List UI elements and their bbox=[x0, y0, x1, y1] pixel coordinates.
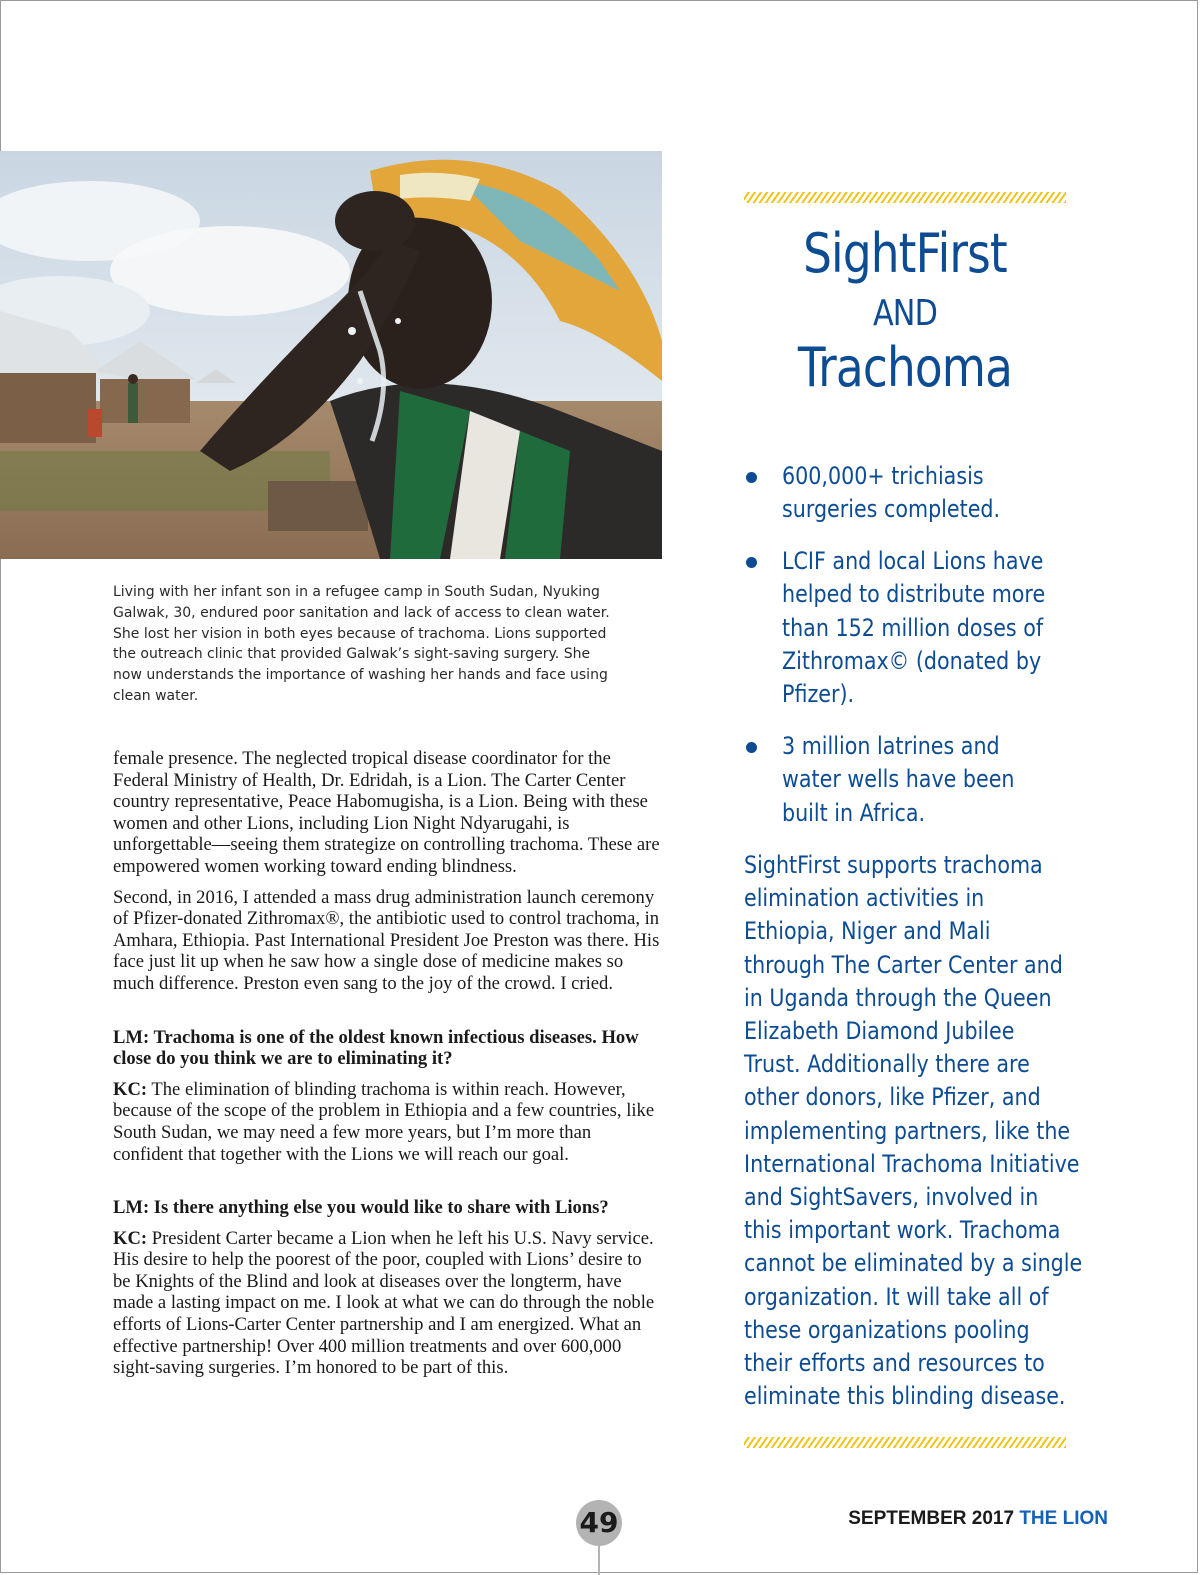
paragraph-line: this important work. Trachoma bbox=[744, 1216, 1061, 1245]
paragraph-line: eliminate this blinding disease. bbox=[744, 1382, 1066, 1411]
paragraph-line: their efforts and resources to bbox=[744, 1349, 1045, 1378]
paragraph-line: through The Carter Center and bbox=[744, 950, 1063, 979]
interview-question: LM: Is there anything else you would like to share with Lions? bbox=[113, 1197, 609, 1219]
speaker-label: KC: bbox=[113, 1078, 148, 1100]
article-body bbox=[113, 748, 663, 1388]
sidebar-title-and: AND bbox=[872, 293, 938, 334]
photo-woman-washing-face bbox=[0, 151, 662, 559]
footer-date: SEPTEMBER 2017 bbox=[848, 1508, 1015, 1529]
yellow-hatch-divider bbox=[744, 192, 1066, 203]
interview-answer bbox=[113, 1228, 663, 1379]
speaker-label: KC: bbox=[113, 1227, 148, 1249]
paragraph-line: Elizabeth Diamond Jubilee bbox=[744, 1017, 1015, 1046]
bullet-icon bbox=[746, 557, 757, 568]
sidebar-title-trachoma: Trachoma bbox=[797, 336, 1013, 399]
paragraph-line: implementing partners, like the bbox=[744, 1116, 1071, 1145]
caption-line: She lost her vision in both eyes because of trachoma. Lions supported bbox=[113, 625, 607, 642]
photo-caption bbox=[113, 582, 633, 707]
caption-line: now understands the importance of washing her hands and face using bbox=[113, 667, 608, 684]
page-number: 49 bbox=[576, 1500, 622, 1546]
bullet-item bbox=[744, 545, 1074, 712]
paragraph-line: International Trachoma Initiative bbox=[744, 1149, 1080, 1178]
sidebar-bullet-list bbox=[744, 460, 1074, 848]
paragraph-line: cannot be eliminated by a single bbox=[744, 1249, 1083, 1278]
caption-line: Galwak, 30, endured poor sanitation and lack of access to clean water. bbox=[113, 604, 610, 621]
bullet-icon bbox=[746, 742, 757, 753]
caption-line: Living with her infant son in a refugee camp in South Sudan, Nyuking bbox=[113, 584, 600, 600]
sidebar-title-sightfirst: SightFirst bbox=[803, 222, 1007, 285]
yellow-hatch-divider bbox=[744, 1437, 1066, 1448]
answer-text: The elimination of blinding trachoma is within reach. However, because of the scope of the problem in Ethiopia and a few countries, like South Sudan, we may need a few more years, but I’m more than confident that together with the Lions we will reach our goal. bbox=[113, 1078, 655, 1165]
paragraph-line: in Uganda through the Queen bbox=[744, 983, 1052, 1012]
paragraph-line: Trust. Additionally there are bbox=[744, 1050, 1030, 1079]
paragraph-line: and SightSavers, involved in bbox=[744, 1183, 1039, 1212]
footer-publication: THE LION bbox=[1019, 1508, 1108, 1529]
interview-question: LM: Trachoma is one of the oldest known infectious diseases. How close do you think we are to eliminating it? bbox=[113, 1026, 639, 1070]
page-number-rule bbox=[598, 1546, 600, 1575]
bullet-text: LCIF and local Lions have helped to distribute more than 152 million doses of Zithromax© (donated by Pfizer). bbox=[782, 546, 1046, 709]
paragraph-line: other donors, like Pfizer, and bbox=[744, 1083, 1041, 1112]
caption-line: clean water. bbox=[113, 687, 199, 704]
paragraph-line: Ethiopia, Niger and Mali bbox=[744, 917, 991, 946]
sidebar-paragraph bbox=[744, 849, 1083, 1413]
answer-text: President Carter became a Lion when he left his U.S. Navy service. His desire to help the poorest of the poor, coupled with Lions’ desire to be Knights of the Blind and look at diseases over the longterm, have made a lasting impact on me. I look at what we can do through the noble efforts of Lions-Carter Center partnership and I am energized. What an effective partnership! Over 400 million treatments and over 600,000 sight-saving surgeries. I’m honored to be part of this. bbox=[113, 1227, 655, 1379]
bullet-item bbox=[744, 730, 1074, 830]
paragraph-line: SightFirst supports trachoma bbox=[744, 851, 1043, 879]
paragraph-line: organization. It will take all of bbox=[744, 1282, 1049, 1311]
body-paragraph: Second, in 2016, I attended a mass drug administration launch ceremony of Pfizer-donated Zithromax®, the antibiotic used to control trachoma, in Amhara, Ethiopia. Past International President Joe Preston was there. His face just lit up when he saw how a single dose of medicine makes so much difference. Preston even sang to the joy of the crowd. I cried. bbox=[113, 886, 660, 994]
body-paragraph: female presence. The neglected tropical disease coordinator for the Federal Ministry of Health, Dr. Edridah, is a Lion. The Carter Center country representative, Peace Habomugisha, is a Lion. Being with these women and other Lions, including Lion Night Ndyarugahi, is unforgettable—seeing them strategize on controlling trachoma. These are empowered women working toward ending blindness. bbox=[113, 748, 660, 877]
running-footer bbox=[848, 1508, 1108, 1530]
paragraph-line: elimination activities in bbox=[744, 884, 985, 913]
paragraph-line: these organizations pooling bbox=[744, 1315, 1030, 1344]
caption-line: the outreach clinic that provided Galwak’s sight-saving surgery. She bbox=[113, 646, 591, 663]
interview-answer bbox=[113, 1079, 663, 1165]
bullet-icon bbox=[746, 472, 757, 483]
bullet-text: 600,000+ trichiasis surgeries completed. bbox=[782, 462, 1001, 524]
bullet-item bbox=[744, 460, 1074, 527]
bullet-text: 3 million latrines and water wells have been built in Africa. bbox=[782, 731, 1015, 827]
